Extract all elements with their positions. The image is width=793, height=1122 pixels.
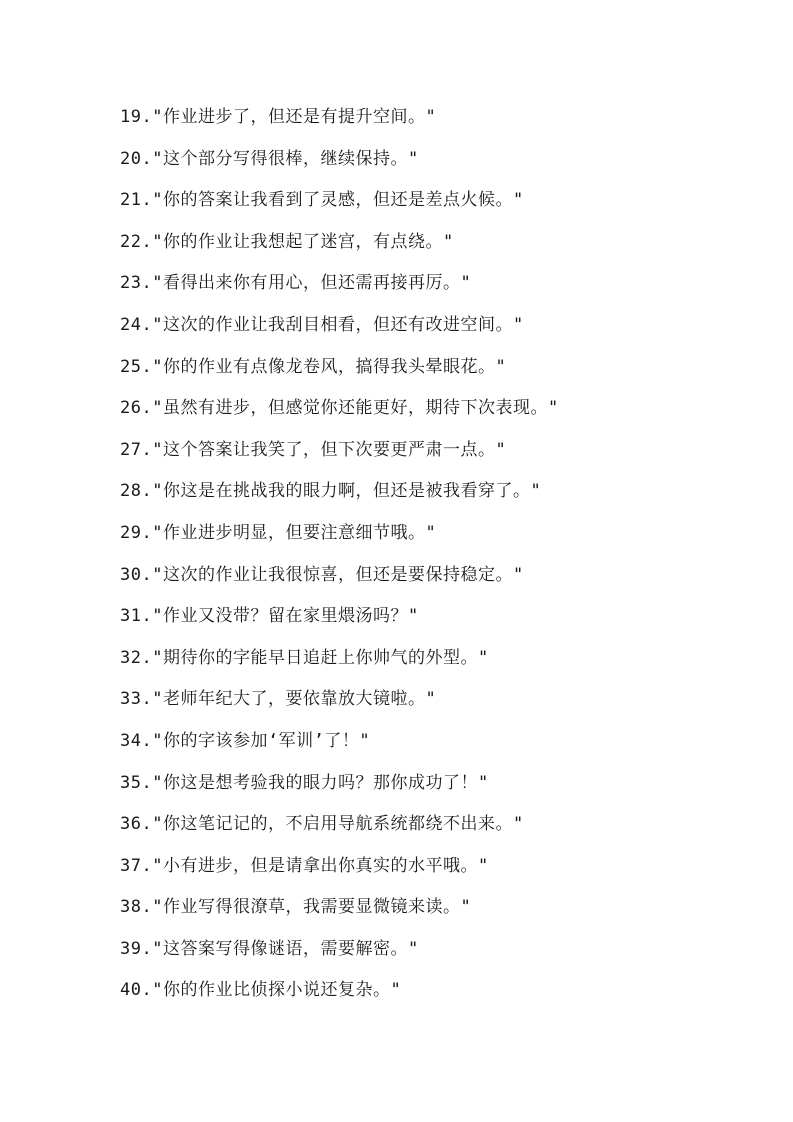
comment-item: 21."你的答案让我看到了灵感，但还是差点火候。" (120, 190, 524, 211)
comment-item: 37."小有进步，但是请拿出你真实的水平哦。" (120, 855, 489, 876)
comment-item: 25."你的作业有点像龙卷风，搞得我头晕眼花。" (120, 356, 507, 377)
comment-item: 28."你这是在挑战我的眼力啊，但还是被我看穿了。" (120, 481, 542, 502)
comment-item: 38."作业写得很潦草，我需要显微镜来读。" (120, 897, 472, 918)
comment-item: 35."你这是想考验我的眼力吗？那你成功了！" (120, 772, 489, 793)
comment-item: 34."你的字该参加‘军训’了！" (120, 730, 371, 751)
comment-item: 24."这次的作业让我刮目相看，但还有改进空间。" (120, 314, 524, 335)
comment-item: 32."期待你的字能早日追赶上你帅气的外型。" (120, 647, 489, 668)
comment-item: 29."作业进步明显，但要注意细节哦。" (120, 522, 437, 543)
comment-item: 22."你的作业让我想起了迷宫，有点绕。" (120, 231, 454, 252)
comment-item: 19."作业进步了，但还是有提升空间。" (120, 107, 437, 127)
comment-item: 23."看得出来你有用心，但还需再接再厉。" (120, 273, 472, 294)
comment-item: 27."这个答案让我笑了，但下次要更严肃一点。" (120, 439, 507, 460)
comment-item: 26."虽然有进步，但感觉你还能更好，期待下次表现。" (120, 398, 559, 419)
comment-list (120, 100, 559, 1015)
comment-item: 40."你的作业比侦探小说还复杂。" (120, 980, 402, 1001)
comment-item: 30."这次的作业让我很惊喜，但还是要保持稳定。" (120, 564, 524, 585)
comment-item: 39."这答案写得像谜语，需要解密。" (120, 938, 419, 959)
comment-item: 36."你这笔记记的，不启用导航系统都绕不出来。" (120, 814, 524, 835)
comment-item: 33."老师年纪大了，要依靠放大镜啦。" (120, 689, 437, 710)
comment-item: 20."这个部分写得很棒，继续保持。" (120, 148, 419, 169)
comment-item: 31."作业又没带？留在家里煨汤吗？" (120, 606, 419, 627)
